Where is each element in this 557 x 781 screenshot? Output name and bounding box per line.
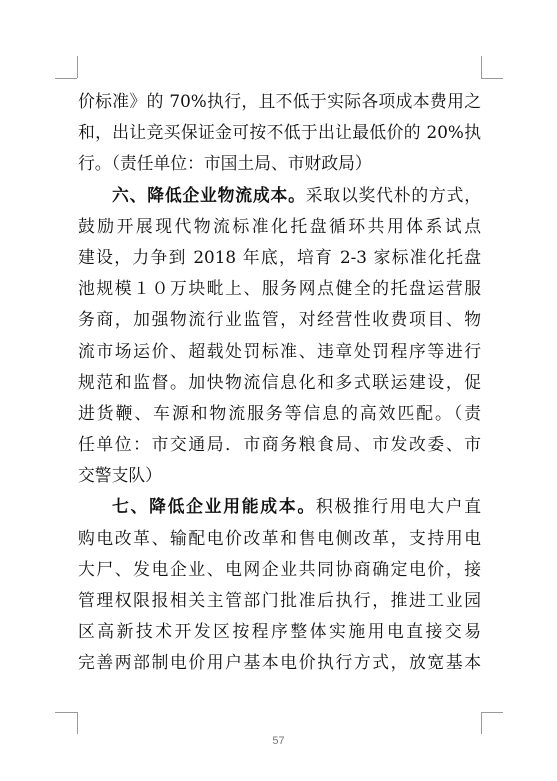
section-first-line [78,180,481,211]
text-line: 建设，力争到 2018 年底，培育 2-3 家标准化托盘 [78,246,481,267]
text-line: 交警支队） [78,465,162,486]
text-run: 采取以奖代朴的方式， [305,184,481,205]
body-text [78,86,481,679]
text-line: 池规模１０万块毗上、服务网点健全的托盘运营服 [78,278,481,299]
text-line: 进货鞭、车源和物流服务等信息的高效匹配。（责 [78,402,481,423]
text-line: 管理权限报相关主管部门批准后执行，推进工业园 [78,590,481,610]
section-first-line [78,491,481,522]
text-line: 购电改革、输配电价改革和售电侧改革，支持用电 [78,527,481,548]
page-number: 57 [272,735,285,747]
text-line: 流市场运价、超载处罚标准、违章处罚程序等进行 [78,340,481,361]
text-run: 积极推行用电大户直 [315,496,481,517]
text-line: 任单位：市交通局．市商务粮食局、市发改委、市 [78,434,481,455]
section-logistics-cost [78,180,481,492]
section-heading: 六、降低企业物流成本。 [112,184,306,205]
text-line: 行。（责任单位：市国土局、市财政局） [78,153,372,174]
text-line: 价标准》的 70%执行，且不低于实际各项成本费用之 [78,91,481,111]
paragraph-land-price [78,86,481,180]
text-line: 鼓励开展现代物流标准化托盘循环共用体系试点 [78,215,481,236]
section-energy-cost [78,491,481,678]
text-line: 务商，加强物流行业监管，对经营性收费项目、物 [78,309,481,330]
text-line: 规范和监督。加快物流信息化和多式联运建设，促 [78,371,481,392]
section-heading: 七、降低企业用能成本。 [112,496,316,517]
text-line: 和，出让竞买保证金可按不低于出让最低价的 20%执 [78,122,481,143]
text-line: 区高新技术开发区按程序整体实施用电直接交易 [78,621,481,642]
text-line: 完善两部制电价用户基本电价执行方式，放宽基本 [78,652,481,673]
text-line: 大尸、发电企业、电网企业共同协商确定电价，接 [78,558,481,579]
